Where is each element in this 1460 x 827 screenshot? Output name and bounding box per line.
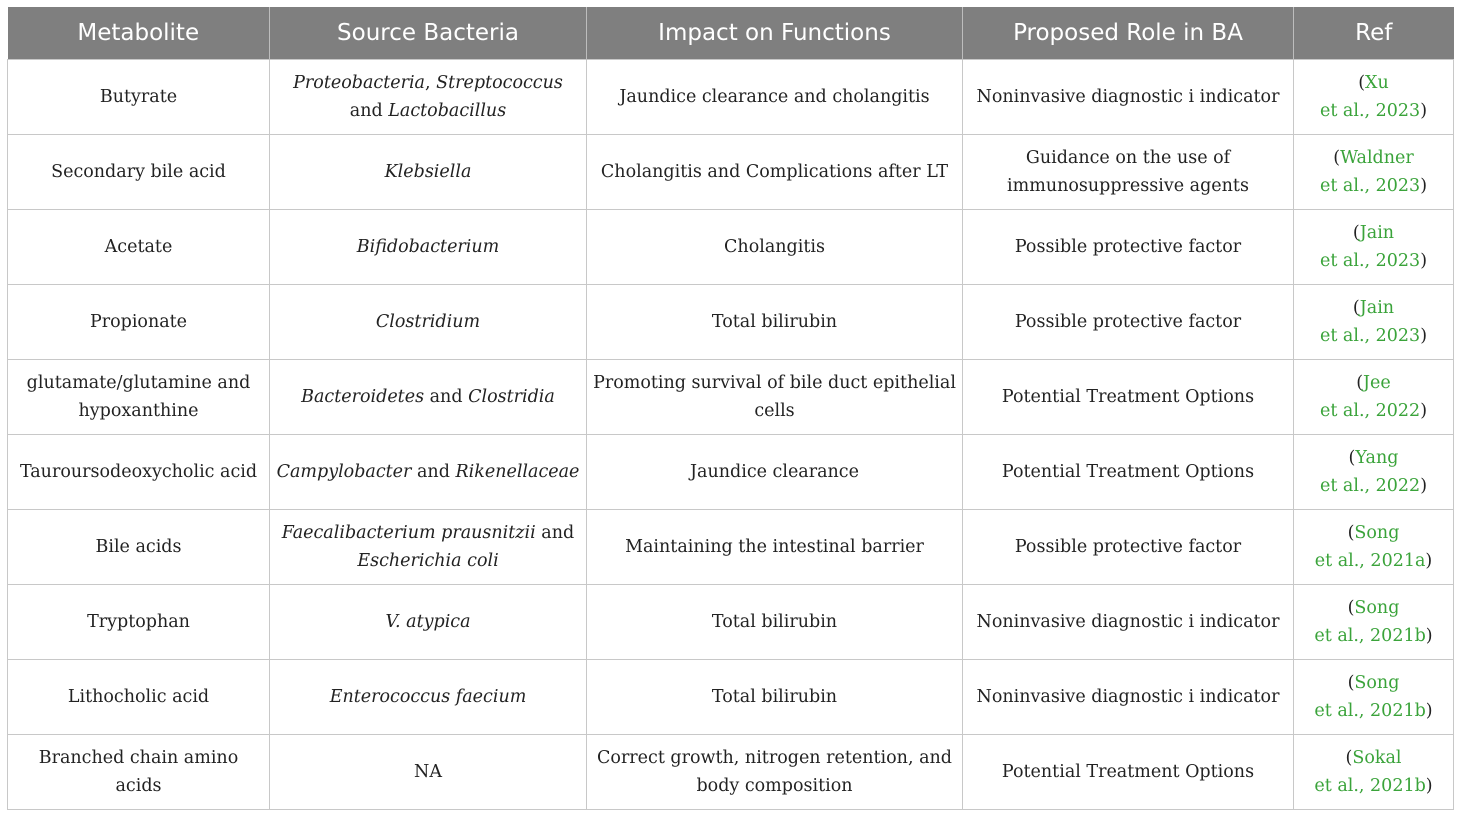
ref-year-link[interactable]: et al., 2021a <box>1314 551 1426 571</box>
open-paren: ( <box>1347 598 1355 618</box>
cell-ref <box>1294 735 1454 810</box>
metabolite-table <box>7 7 1454 810</box>
cell-proposed-role: Noninvasive diagnostic i indicator <box>963 60 1294 135</box>
ref-year-link[interactable]: et al., 2023 <box>1319 251 1421 271</box>
cell-proposed-role: Possible protective factor <box>963 510 1294 585</box>
close-paren: ) <box>1425 701 1433 721</box>
ref-author-link[interactable]: Waldner <box>1340 148 1414 168</box>
bacteria-name: Rikenellaceae <box>455 462 580 482</box>
cell-source-bacteria <box>270 735 587 810</box>
close-paren: ) <box>1425 551 1433 571</box>
cell-metabolite: Branched chain amino acids <box>8 735 270 810</box>
cell-metabolite: Acetate <box>8 210 270 285</box>
cell-source-bacteria <box>270 135 587 210</box>
bacteria-name: Enterococcus faecium <box>329 687 527 707</box>
close-paren: ) <box>1420 176 1428 196</box>
cell-ref <box>1294 360 1454 435</box>
cell-proposed-role: Potential Treatment Options <box>963 735 1294 810</box>
cell-impact: Jaundice clearance and cholangitis <box>587 60 963 135</box>
cell-impact: Total bilirubin <box>587 585 963 660</box>
bacteria-name: Lactobacillus <box>388 101 507 121</box>
close-paren: ) <box>1420 326 1428 346</box>
close-paren: ) <box>1420 251 1428 271</box>
cell-ref <box>1294 435 1454 510</box>
header-ref: Ref <box>1294 7 1454 60</box>
source-text: , <box>424 73 437 93</box>
bacteria-name: Bifidobacterium <box>356 237 500 257</box>
table-row <box>8 135 1454 210</box>
source-text: and <box>535 523 575 543</box>
cell-source-bacteria <box>270 585 587 660</box>
ref-author-link[interactable]: Song <box>1354 598 1400 618</box>
close-paren: ) <box>1425 626 1433 646</box>
cell-proposed-role: Potential Treatment Options <box>963 360 1294 435</box>
open-paren: ( <box>1358 73 1366 93</box>
table-row <box>8 585 1454 660</box>
open-paren: ( <box>1333 148 1341 168</box>
header-row <box>8 7 1454 60</box>
ref-year-link[interactable]: et al., 2023 <box>1319 176 1421 196</box>
table-row <box>8 735 1454 810</box>
table-row <box>8 210 1454 285</box>
cell-ref <box>1294 135 1454 210</box>
bacteria-name: Bacteroidetes <box>301 387 425 407</box>
close-paren: ) <box>1420 476 1428 496</box>
open-paren: ( <box>1348 448 1356 468</box>
bacteria-name: Proteobacteria <box>293 73 425 93</box>
ref-author-link[interactable]: Xu <box>1365 73 1389 93</box>
cell-proposed-role: Guidance on the use of immunosuppressive agents <box>963 135 1294 210</box>
cell-impact: Total bilirubin <box>587 660 963 735</box>
table-row <box>8 60 1454 135</box>
ref-author-link[interactable]: Yang <box>1355 448 1399 468</box>
cell-metabolite: Butyrate <box>8 60 270 135</box>
cell-impact: Jaundice clearance <box>587 435 963 510</box>
ref-author-link[interactable]: Song <box>1354 673 1400 693</box>
header-impact-on-functions: Impact on Functions <box>587 7 963 60</box>
bacteria-name: Clostridia <box>468 387 555 407</box>
ref-author-link[interactable]: Jee <box>1363 373 1391 393</box>
ref-year-link[interactable]: et al., 2021b <box>1314 701 1426 721</box>
ref-author-link[interactable]: Jain <box>1359 223 1395 243</box>
open-paren: ( <box>1356 373 1364 393</box>
bacteria-name: Campylobacter <box>276 462 412 482</box>
cell-impact: Promoting survival of bile duct epithelial cells <box>587 360 963 435</box>
cell-impact: Maintaining the intestinal barrier <box>587 510 963 585</box>
cell-proposed-role: Potential Treatment Options <box>963 435 1294 510</box>
ref-author-link[interactable]: Song <box>1354 523 1400 543</box>
ref-year-link[interactable]: et al., 2023 <box>1319 101 1421 121</box>
cell-proposed-role: Noninvasive diagnostic i indicator <box>963 585 1294 660</box>
cell-ref <box>1294 585 1454 660</box>
ref-year-link[interactable]: et al., 2021b <box>1314 776 1426 796</box>
cell-source-bacteria <box>270 360 587 435</box>
open-paren: ( <box>1352 298 1360 318</box>
source-text: and <box>349 101 389 121</box>
ref-author-link[interactable]: Jain <box>1359 298 1395 318</box>
open-paren: ( <box>1347 673 1355 693</box>
cell-metabolite: glutamate/glutamine and hypoxanthine <box>8 360 270 435</box>
source-text: and <box>424 387 469 407</box>
bacteria-name: Klebsiella <box>384 162 472 182</box>
ref-year-link[interactable]: et al., 2022 <box>1319 401 1421 421</box>
source-text: and <box>411 462 456 482</box>
table-row <box>8 660 1454 735</box>
table-row <box>8 435 1454 510</box>
cell-ref <box>1294 60 1454 135</box>
ref-year-link[interactable]: et al., 2023 <box>1319 326 1421 346</box>
bacteria-name: Escherichia coli <box>357 551 499 571</box>
table-row <box>8 510 1454 585</box>
bacteria-name: V. atypica <box>385 612 471 632</box>
table-row <box>8 360 1454 435</box>
cell-impact: Correct growth, nitrogen retention, and body composition <box>587 735 963 810</box>
ref-author-link[interactable]: Sokal <box>1352 748 1402 768</box>
header-metabolite: Metabolite <box>8 7 270 60</box>
cell-proposed-role: Noninvasive diagnostic i indicator <box>963 660 1294 735</box>
open-paren: ( <box>1347 523 1355 543</box>
cell-ref <box>1294 285 1454 360</box>
ref-year-link[interactable]: et al., 2021b <box>1314 626 1426 646</box>
cell-source-bacteria <box>270 435 587 510</box>
cell-source-bacteria <box>270 285 587 360</box>
cell-metabolite: Tryptophan <box>8 585 270 660</box>
cell-metabolite: Secondary bile acid <box>8 135 270 210</box>
cell-metabolite: Propionate <box>8 285 270 360</box>
cell-metabolite: Bile acids <box>8 510 270 585</box>
cell-metabolite: Lithocholic acid <box>8 660 270 735</box>
open-paren: ( <box>1352 223 1360 243</box>
cell-ref <box>1294 660 1454 735</box>
cell-impact: Total bilirubin <box>587 285 963 360</box>
cell-impact: Cholangitis and Complications after LT <box>587 135 963 210</box>
cell-proposed-role: Possible protective factor <box>963 285 1294 360</box>
header-proposed-role: Proposed Role in BA <box>963 7 1294 60</box>
table-body <box>8 60 1454 810</box>
close-paren: ) <box>1425 776 1433 796</box>
cell-source-bacteria <box>270 60 587 135</box>
bacteria-name: Clostridium <box>375 312 481 332</box>
source-text: NA <box>414 762 442 782</box>
cell-source-bacteria <box>270 210 587 285</box>
table-container <box>7 7 1453 810</box>
close-paren: ) <box>1420 401 1428 421</box>
close-paren: ) <box>1420 101 1428 121</box>
cell-impact: Cholangitis <box>587 210 963 285</box>
cell-source-bacteria <box>270 510 587 585</box>
table-row <box>8 285 1454 360</box>
bacteria-name: Streptococcus <box>436 73 563 93</box>
cell-metabolite: Tauroursodeoxycholic acid <box>8 435 270 510</box>
cell-ref <box>1294 510 1454 585</box>
cell-proposed-role: Possible protective factor <box>963 210 1294 285</box>
bacteria-name: Faecalibacterium prausnitzii <box>281 523 536 543</box>
cell-ref <box>1294 210 1454 285</box>
cell-source-bacteria <box>270 660 587 735</box>
header-source-bacteria: Source Bacteria <box>270 7 587 60</box>
open-paren: ( <box>1345 748 1353 768</box>
ref-year-link[interactable]: et al., 2022 <box>1319 476 1421 496</box>
